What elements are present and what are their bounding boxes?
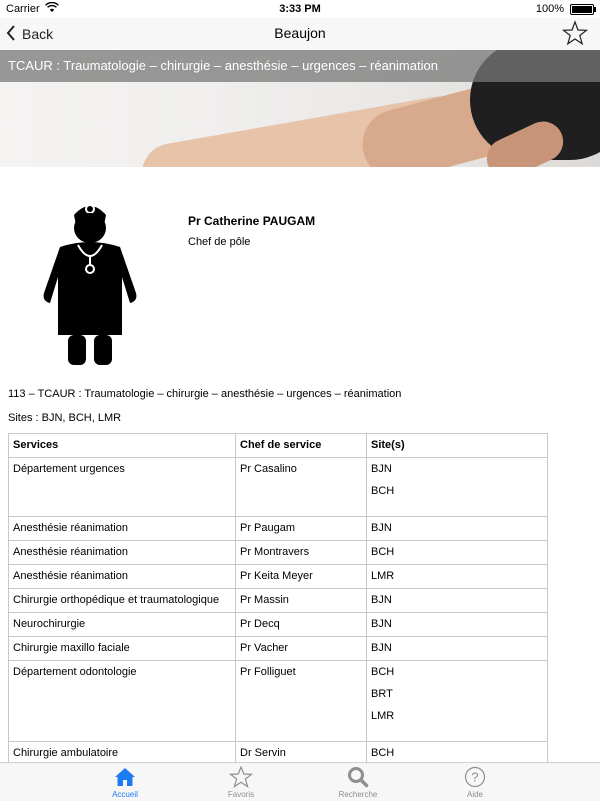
sites-cell [367, 458, 548, 517]
service-cell: Anesthésie réanimation [9, 565, 236, 589]
chef-cell: Pr Casalino [236, 458, 367, 517]
service-cell: Anesthésie réanimation [9, 517, 236, 541]
tab-label: Accueil [112, 790, 138, 799]
header-services: Services [9, 434, 236, 458]
service-cell: Anesthésie réanimation [9, 541, 236, 565]
sites-cell: BCH [367, 541, 548, 565]
person-role: Chef de pôle [188, 236, 251, 248]
chef-cell: Pr Keita Meyer [236, 565, 367, 589]
tab-label: Aide [466, 790, 483, 799]
chef-cell: Dr Servin [236, 742, 367, 766]
service-cell: Département odontologie [9, 661, 236, 742]
tab-aide[interactable] [400, 763, 550, 801]
page-title: Beaujon [274, 25, 326, 41]
header-banner [0, 50, 600, 167]
table-row [9, 565, 548, 589]
table-row [9, 517, 548, 541]
service-cell: Chirurgie maxillo faciale [9, 637, 236, 661]
chef-cell: Pr Massin [236, 589, 367, 613]
chef-cell: Pr Montravers [236, 541, 367, 565]
site-code: BCH [371, 485, 395, 497]
person-name: Pr Catherine PAUGAM [188, 214, 316, 228]
site-code: BCH [371, 666, 395, 678]
sites-list: Sites : BJN, BCH, LMR [8, 412, 122, 424]
chef-cell: Pr Decq [236, 613, 367, 637]
banner-caption: TCAUR : Traumatologie – chirurgie – anesthésie – urgences – réanimation [0, 50, 600, 82]
home-icon [113, 766, 137, 788]
sites-cell: BJN [367, 589, 548, 613]
table-row [9, 541, 548, 565]
status-bar [0, 0, 600, 18]
clock: 3:33 PM [279, 3, 321, 15]
star-icon [229, 766, 253, 788]
svg-text:?: ? [471, 769, 479, 785]
chef-cell: Pr Vacher [236, 637, 367, 661]
tab-label: Recherche [338, 790, 378, 799]
table-row [9, 458, 548, 517]
service-cell: Chirurgie orthopédique et traumatologique [9, 589, 236, 613]
battery-icon [570, 4, 594, 15]
header-sites: Site(s) [367, 434, 548, 458]
search-icon [346, 766, 370, 788]
service-cell: Département urgences [9, 458, 236, 517]
sites-cell: BJN [367, 613, 548, 637]
header-chef: Chef de service [236, 434, 367, 458]
table-row [9, 637, 548, 661]
favorite-star-icon[interactable] [562, 20, 588, 46]
sites-cell: BJN [367, 517, 548, 541]
pole-description: 113 – TCAUR : Traumatologie – chirurgie – anesthésie – urgences – réanimation [8, 388, 402, 400]
site-code: BRT [371, 688, 393, 700]
sites-cell [367, 661, 548, 742]
back-label: Back [22, 26, 54, 42]
table-row [9, 661, 548, 742]
site-code: LMR [371, 710, 395, 722]
service-cell: Neurochirurgie [9, 613, 236, 637]
chef-cell: Pr Paugam [236, 517, 367, 541]
tab-bar [0, 762, 600, 801]
carrier-label: Carrier [6, 3, 40, 15]
table-header-row [9, 434, 548, 458]
table-row [9, 589, 548, 613]
sites-cell: LMR [367, 565, 548, 589]
sites-cell: BCH [367, 742, 548, 766]
site-code: BJN [371, 463, 392, 475]
service-cell: Chirurgie ambulatoire [9, 742, 236, 766]
sites-cell: BJN [367, 637, 548, 661]
battery-percent: 100% [535, 3, 564, 15]
chef-cell: Pr Folliguet [236, 661, 367, 742]
navigation-bar [0, 18, 600, 50]
table-row [9, 613, 548, 637]
tab-label: Favoris [227, 790, 255, 799]
services-table [8, 433, 548, 766]
doctor-icon [38, 195, 142, 367]
help-icon [463, 766, 487, 788]
